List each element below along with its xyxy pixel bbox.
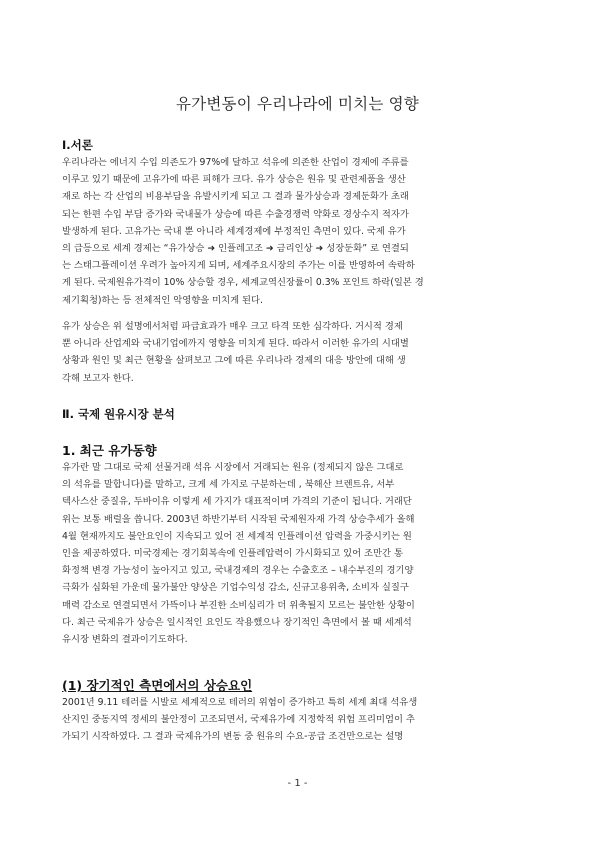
text-line: 상황과 원인 및 최근 현황을 살펴보고 그에 따른 우리나라 경제의 대응 방안에 대해 생 (62, 355, 406, 367)
text-line: 뿐 아니라 산업계와 국내기업에까지 영향을 미치게 된다. 따라서 이러한 유가의 시대별 (62, 338, 409, 350)
introduction-paragraph-1 (62, 154, 524, 309)
text-line: 유가란 말 그대로 국제 선물거래 석유 시장에서 거래되는 원유 (정제되지 않은 그대로 (62, 462, 404, 473)
recent-trend-paragraph (62, 459, 524, 648)
text-line: 산지인 중동지역 정세의 불안정이 고조되면서, 국제유가에 지정학적 위험 프리미엄이 추 (62, 714, 415, 726)
text-line: 는 스태그플레이션 우려가 높아지게 되며, 세계주요시장의 주가는 이를 반영하여 속락하 (62, 260, 415, 272)
text-line: 화정책 변경 가능성이 높아지고 있고, 국내경제의 경우는 수출호조 – 내수부진의 경기양 (62, 565, 414, 577)
text-line: 가되기 시작하였다. 그 결과 국제유가의 변동 중 원유의 수요-공급 조건만으로는 설명 (62, 731, 404, 743)
text-line: 극화가 심화된 가운데 물가불안 양상은 기업수익성 감소, 신규고용위축, 소비자 실질구 (62, 582, 409, 594)
subsection-heading-long-term-factors (62, 676, 252, 694)
text-line: 인을 제공하였다. 미국경제는 경기회복속에 인플레압력이 가시화되고 있어 조만간 통 (62, 547, 403, 559)
text-line: 발생하게 된다. 고유가는 국내 뿐 아니라 세계경제에 부정적인 측면이 있다. 국제 유가 (62, 225, 406, 237)
section-heading-introduction: Ⅰ.서론 (62, 138, 93, 152)
long-term-factors-paragraph (62, 694, 524, 746)
text-line: 매력 감소로 연결되면서 가뜩이나 부진한 소비심리가 더 위축될지 모르는 불안한 상황이 (62, 599, 415, 611)
page-number: - 1 - (287, 778, 308, 789)
text-line: 텍사스산 중질유, 두바이유 이렇게 세 가지가 대표적이며 가격의 기준이 됩니다. 거래단 (62, 496, 412, 508)
text-line: 2001년 9.11 테러를 시발로 세계적으로 테러의 위험이 증가하고 특히 세계 최대 석유생 (62, 697, 418, 708)
text-line: 유가 상승은 위 설명에서처럼 파급효과가 매우 크고 타격 또한 심각하다. 거시적 경제 (62, 321, 403, 332)
subsection-heading-text: (1) 장기적인 측면에서의 상승요인 (62, 678, 253, 693)
subsection-heading-recent-trend: 1. 최근 유가동향 (62, 443, 157, 458)
text-line: 각해 보고자 한다. (62, 372, 134, 384)
section-heading-oil-market: Ⅱ. 국제 원유시장 분석 (62, 407, 175, 421)
document-title: 유가변동이 우리나라에 미치는 영향 (176, 95, 419, 113)
text-line: 이루고 있기 때문에 고유가에 따른 피해가 크다. 유가 상승은 원유 및 관련제품을 생산 (62, 174, 406, 186)
text-line: 제기획청)하는 등 전체적인 악영향을 미치게 된다. (62, 294, 263, 306)
introduction-paragraph-2 (62, 318, 524, 387)
text-line: 되는 한편 수입 부담 증가와 국내물가 상승에 따른 수출경쟁력 약화로 경상수지 적자가 (62, 208, 409, 220)
text-line: 재로 하는 각 산업의 비용부담을 유발시키게 되고 그 결과 물가상승과 경제둔화가 초래 (62, 191, 409, 203)
text-line: 의 급등으로 세계 경제는 “유가상승 ➜ 인플레고조 ➜ 금리인상 ➜ 성장둔화” 로 연결되 (62, 242, 409, 254)
text-line: 우리나라는 에너지 수입 의존도가 97%에 달하고 석유에 의존한 산업이 경제에 주류를 (62, 157, 409, 168)
text-line: 위는 보통 배럴을 씁니다. 2003년 하반기부터 시작된 국제원자재 가격 상승추세가 올해 (62, 513, 415, 525)
text-line: 게 된다. 국제원유가격이 10% 상승할 경우, 세계교역신장률이 0.3% 포인트 하락(일본 경 (62, 277, 424, 289)
text-line: 4월 현재까지도 불안요인이 지속되고 있어 전 세계적 인플레이션 압력을 가중시키는 원 (62, 530, 412, 542)
text-line: 의 석유를 말합니다)를 말하고, 크게 세 가지로 구분하는데 , 북해산 브렌트유, 서부 (62, 479, 395, 491)
text-line: 다. 최근 국제유가 상승은 일시적인 요인도 작용했으나 장기적인 측면에서 볼 때 세계석 (62, 616, 412, 628)
text-line: 유시장 변화의 결과이기도하다. (62, 633, 188, 645)
